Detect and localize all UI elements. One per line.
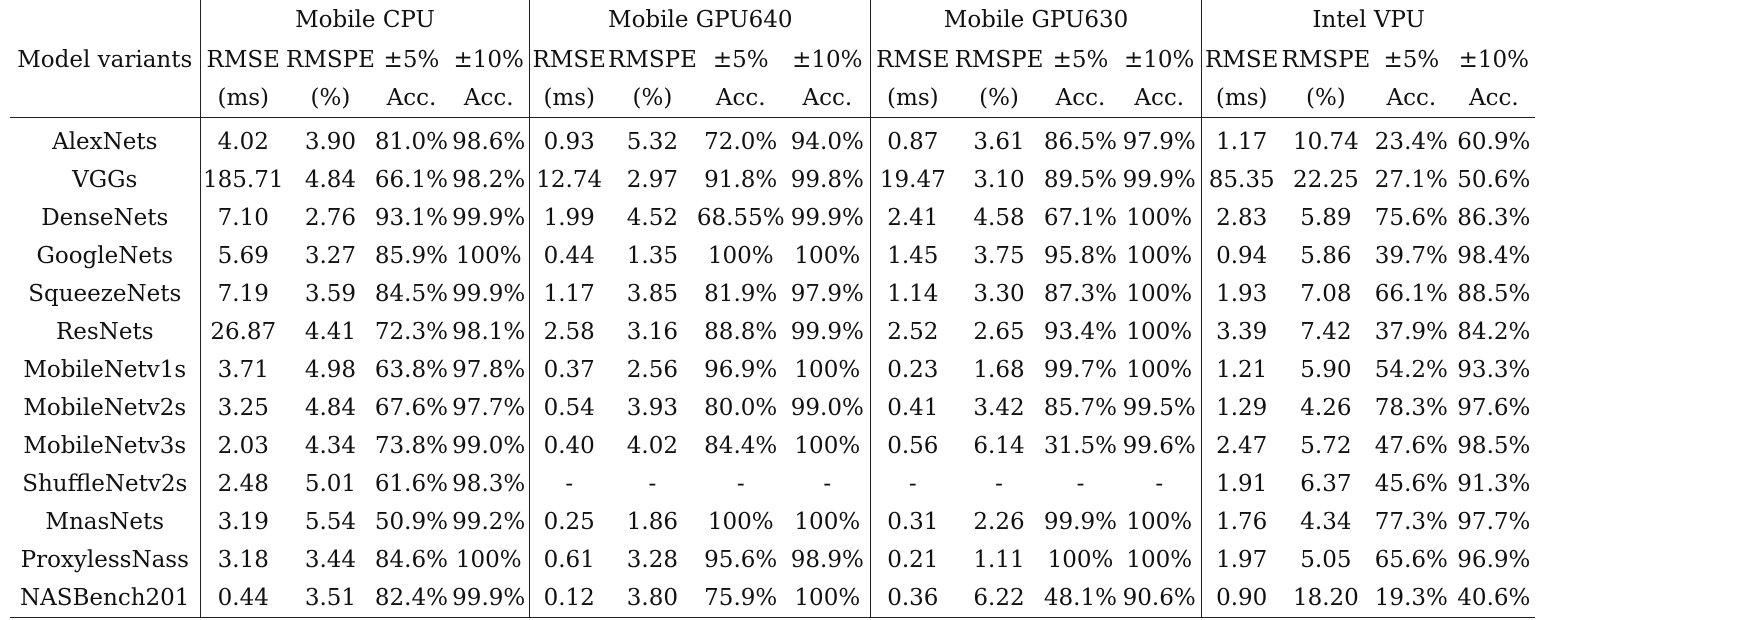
value-cell: 5.86 bbox=[1300, 242, 1352, 269]
value-cell: - bbox=[785, 465, 871, 503]
value-cell: 4.02 bbox=[626, 432, 679, 459]
value-cell: 100% bbox=[448, 237, 530, 275]
value-cell: 100% bbox=[785, 579, 871, 618]
model-name-cell: VGGs bbox=[10, 161, 200, 199]
group-header-mobile-cpu: Mobile CPU bbox=[200, 0, 530, 41]
metric-label-line2: Acc. bbox=[785, 79, 871, 118]
table-row bbox=[10, 579, 1535, 618]
model-name-cell: AlexNets bbox=[10, 118, 200, 162]
value-cell: 0.44 bbox=[200, 579, 286, 618]
value-cell: 1.11 bbox=[973, 546, 1025, 573]
table-row bbox=[10, 503, 1535, 541]
model-name-cell: MobileNetv1s bbox=[10, 351, 200, 389]
metric-label-line1: RMSE bbox=[876, 46, 950, 73]
value-cell: 95.6% bbox=[704, 546, 778, 573]
value-cell: 1.17 bbox=[543, 280, 595, 307]
value-cell: 3.85 bbox=[626, 280, 679, 307]
value-cell: 88.5% bbox=[1457, 280, 1531, 307]
value-cell: 5.54 bbox=[304, 508, 357, 535]
table-row bbox=[10, 118, 1535, 162]
value-cell: 93.4% bbox=[1043, 318, 1117, 345]
value-cell: 4.34 bbox=[1300, 508, 1352, 535]
value-cell: 2.41 bbox=[887, 204, 939, 231]
value-cell: 100% bbox=[785, 427, 871, 465]
value-cell: 66.1% bbox=[1374, 280, 1448, 307]
value-cell: 100% bbox=[785, 503, 871, 541]
value-cell: 100% bbox=[448, 541, 530, 579]
value-cell: 5.72 bbox=[1300, 432, 1352, 459]
value-cell: 0.25 bbox=[543, 508, 595, 535]
value-cell: 2.97 bbox=[626, 166, 679, 193]
table-row bbox=[10, 313, 1535, 351]
value-cell: 5.90 bbox=[1300, 356, 1352, 383]
value-cell: 3.25 bbox=[217, 394, 269, 421]
table-row bbox=[10, 275, 1535, 313]
metric-label-line2: (ms) bbox=[871, 79, 955, 118]
value-cell: 4.41 bbox=[304, 318, 357, 345]
value-cell: 85.7% bbox=[1043, 394, 1117, 421]
value-cell: 6.22 bbox=[955, 579, 1044, 618]
value-cell: 97.7% bbox=[448, 389, 530, 427]
value-cell: 3.59 bbox=[304, 280, 357, 307]
value-cell: 85.35 bbox=[1208, 166, 1275, 193]
value-cell: 2.26 bbox=[973, 508, 1025, 535]
value-cell: 5.01 bbox=[304, 470, 357, 497]
value-cell: 3.19 bbox=[217, 508, 269, 535]
model-name-cell: ProxylessNass bbox=[10, 541, 200, 579]
value-cell: 23.4% bbox=[1374, 128, 1448, 155]
value-cell: 1.91 bbox=[1216, 470, 1268, 497]
metric-label-line1: ±5% bbox=[1383, 46, 1440, 73]
value-cell: 0.23 bbox=[887, 356, 939, 383]
value-cell: 2.58 bbox=[543, 318, 595, 345]
value-cell: 1.86 bbox=[626, 508, 679, 535]
value-cell: 3.10 bbox=[973, 166, 1025, 193]
value-cell: 0.41 bbox=[887, 394, 939, 421]
value-cell: 97.9% bbox=[785, 275, 871, 313]
value-cell: 98.3% bbox=[448, 465, 530, 503]
value-cell: 48.1% bbox=[1043, 579, 1117, 618]
value-cell: 99.9% bbox=[448, 199, 530, 237]
table-body bbox=[10, 118, 1535, 618]
value-cell: 3.42 bbox=[973, 394, 1025, 421]
value-cell: 22.25 bbox=[1292, 166, 1359, 193]
metric-label-line1: RMSPE bbox=[607, 46, 697, 73]
value-cell: 98.6% bbox=[448, 118, 530, 162]
metric-header-row-2 bbox=[10, 79, 1535, 118]
value-cell: 99.9% bbox=[785, 199, 871, 237]
value-cell: 5.89 bbox=[1300, 204, 1352, 231]
metric-label-line1: RMSE bbox=[532, 46, 606, 73]
value-cell: 100% bbox=[1117, 313, 1201, 351]
table-row bbox=[10, 199, 1535, 237]
value-cell: 99.0% bbox=[448, 427, 530, 465]
value-cell: 1.97 bbox=[1216, 546, 1268, 573]
value-cell: 3.80 bbox=[608, 579, 697, 618]
value-cell: 3.18 bbox=[217, 546, 269, 573]
metric-label-line1: RMSPE bbox=[1281, 46, 1371, 73]
value-cell: 99.6% bbox=[1117, 427, 1201, 465]
value-cell: 0.36 bbox=[871, 579, 955, 618]
value-cell: 50.6% bbox=[1457, 166, 1531, 193]
value-cell: 98.2% bbox=[448, 161, 530, 199]
value-cell: 54.2% bbox=[1374, 356, 1448, 383]
value-cell: 3.75 bbox=[973, 242, 1025, 269]
metric-label-line1: ±5% bbox=[1052, 46, 1109, 73]
metric-label-line2: (%) bbox=[608, 79, 697, 118]
metric-label-line2: Acc. bbox=[1452, 79, 1535, 118]
value-cell: 1.45 bbox=[887, 242, 939, 269]
value-cell: 96.9% bbox=[1457, 546, 1531, 573]
metric-label-line2: Acc. bbox=[1117, 79, 1201, 118]
value-cell: 88.8% bbox=[704, 318, 778, 345]
metric-label-line1: ±10% bbox=[785, 41, 871, 79]
value-cell: 45.6% bbox=[1374, 470, 1448, 497]
value-cell: - bbox=[1117, 465, 1201, 503]
value-cell: 3.44 bbox=[304, 546, 357, 573]
metric-label-line2: Acc. bbox=[1370, 79, 1452, 118]
model-name-cell: GoogleNets bbox=[10, 237, 200, 275]
value-cell: - bbox=[565, 470, 574, 497]
value-cell: 4.98 bbox=[304, 356, 357, 383]
value-cell: 3.27 bbox=[304, 242, 357, 269]
value-cell: 77.3% bbox=[1374, 508, 1448, 535]
value-cell: 1.93 bbox=[1216, 280, 1268, 307]
value-cell: 1.35 bbox=[626, 242, 679, 269]
value-cell: 61.6% bbox=[374, 470, 448, 497]
value-cell: 19.3% bbox=[1370, 579, 1452, 618]
value-cell: 0.61 bbox=[543, 546, 595, 573]
value-cell: - bbox=[908, 470, 917, 497]
value-cell: 185.71 bbox=[203, 166, 284, 193]
value-cell: 31.5% bbox=[1043, 432, 1117, 459]
value-cell: 100% bbox=[1117, 503, 1201, 541]
value-cell: 6.14 bbox=[973, 432, 1025, 459]
metric-label-line2: (%) bbox=[286, 79, 375, 118]
value-cell: 66.1% bbox=[374, 166, 448, 193]
value-cell: 2.03 bbox=[217, 432, 269, 459]
model-name-cell: SqueezeNets bbox=[10, 275, 200, 313]
value-cell: 100% bbox=[1117, 275, 1201, 313]
header-corner bbox=[10, 0, 200, 41]
value-cell: 63.8% bbox=[374, 356, 448, 383]
value-cell: 3.90 bbox=[304, 128, 357, 155]
value-cell: 99.2% bbox=[448, 503, 530, 541]
value-cell: 93.3% bbox=[1457, 356, 1531, 383]
value-cell: 80.0% bbox=[704, 394, 778, 421]
table-row bbox=[10, 427, 1535, 465]
value-cell: 65.6% bbox=[1374, 546, 1448, 573]
value-cell: - bbox=[736, 470, 745, 497]
value-cell: 4.84 bbox=[304, 394, 357, 421]
value-cell: 100% bbox=[785, 351, 871, 389]
value-cell: 2.47 bbox=[1216, 432, 1268, 459]
metric-label-line1: ±10% bbox=[448, 41, 530, 79]
value-cell: 94.0% bbox=[785, 118, 871, 162]
value-cell: 72.3% bbox=[374, 318, 448, 345]
value-cell: 99.8% bbox=[785, 161, 871, 199]
value-cell: 2.48 bbox=[217, 470, 269, 497]
results-table bbox=[10, 0, 1535, 618]
value-cell: 39.7% bbox=[1374, 242, 1448, 269]
value-cell: 7.42 bbox=[1300, 318, 1352, 345]
value-cell: 2.76 bbox=[304, 204, 357, 231]
value-cell: 0.93 bbox=[543, 128, 595, 155]
value-cell: 75.6% bbox=[1374, 204, 1448, 231]
value-cell: 89.5% bbox=[1043, 166, 1117, 193]
value-cell: 100% bbox=[707, 508, 774, 535]
value-cell: 91.3% bbox=[1457, 470, 1531, 497]
value-cell: 4.26 bbox=[1300, 394, 1352, 421]
value-cell: 68.55% bbox=[696, 204, 785, 231]
value-cell: 26.87 bbox=[210, 318, 277, 345]
metric-label-line1: RMSE bbox=[206, 46, 280, 73]
value-cell: 2.56 bbox=[626, 356, 679, 383]
value-cell: 72.0% bbox=[704, 128, 778, 155]
value-cell: 2.83 bbox=[1216, 204, 1268, 231]
value-cell: - bbox=[648, 470, 657, 497]
value-cell: 82.4% bbox=[375, 579, 448, 618]
value-cell: 4.84 bbox=[304, 166, 357, 193]
value-cell: 1.21 bbox=[1216, 356, 1268, 383]
table-row bbox=[10, 161, 1535, 199]
value-cell: 86.5% bbox=[1043, 128, 1117, 155]
value-cell: 6.37 bbox=[1300, 470, 1352, 497]
metric-label-line1: RMSPE bbox=[286, 46, 375, 73]
metric-header-row-1 bbox=[10, 41, 1535, 79]
value-cell: 60.9% bbox=[1457, 128, 1531, 155]
metric-label-line2: (%) bbox=[955, 79, 1044, 118]
value-cell: 3.93 bbox=[626, 394, 679, 421]
value-cell: 97.9% bbox=[1117, 118, 1201, 162]
value-cell: 67.1% bbox=[1043, 204, 1117, 231]
value-cell: 10.74 bbox=[1292, 128, 1359, 155]
table-row bbox=[10, 541, 1535, 579]
value-cell: 97.6% bbox=[1457, 394, 1531, 421]
model-name-cell: MobileNetv3s bbox=[10, 427, 200, 465]
value-cell: 0.56 bbox=[887, 432, 939, 459]
value-cell: 100% bbox=[1117, 541, 1201, 579]
value-cell: 97.8% bbox=[448, 351, 530, 389]
value-cell: 3.61 bbox=[973, 128, 1025, 155]
value-cell: 99.7% bbox=[1043, 356, 1117, 383]
value-cell: 7.08 bbox=[1300, 280, 1352, 307]
row-header-label: Model variants bbox=[10, 41, 200, 79]
value-cell: 99.0% bbox=[785, 389, 871, 427]
value-cell: 27.1% bbox=[1374, 166, 1448, 193]
value-cell: - bbox=[995, 470, 1003, 497]
value-cell: 1.17 bbox=[1216, 128, 1268, 155]
metric-label-line1: ±5% bbox=[712, 46, 769, 73]
value-cell: 3.30 bbox=[973, 280, 1025, 307]
value-cell: 96.9% bbox=[704, 356, 778, 383]
value-cell: 75.9% bbox=[697, 579, 785, 618]
value-cell: 78.3% bbox=[1374, 394, 1448, 421]
value-cell: 1.68 bbox=[973, 356, 1025, 383]
value-cell: 2.65 bbox=[973, 318, 1025, 345]
value-cell: 99.9% bbox=[448, 275, 530, 313]
model-name-cell: ShuffleNetv2s bbox=[10, 465, 200, 503]
value-cell: 1.99 bbox=[543, 204, 595, 231]
value-cell: 1.29 bbox=[1216, 394, 1268, 421]
group-header-mobile-gpu630: Mobile GPU630 bbox=[871, 0, 1202, 41]
value-cell: 99.9% bbox=[785, 313, 871, 351]
value-cell: 98.9% bbox=[785, 541, 871, 579]
value-cell: 97.7% bbox=[1457, 508, 1531, 535]
value-cell: 84.4% bbox=[704, 432, 778, 459]
metric-label-line2: Acc. bbox=[697, 79, 785, 118]
table-row bbox=[10, 389, 1535, 427]
value-cell: 100% bbox=[1117, 351, 1201, 389]
value-cell: 1.76 bbox=[1216, 508, 1268, 535]
value-cell: 0.90 bbox=[1201, 579, 1281, 618]
value-cell: 19.47 bbox=[879, 166, 946, 193]
value-cell: 0.44 bbox=[543, 242, 595, 269]
metric-label-line2: (%) bbox=[1281, 79, 1370, 118]
table-row bbox=[10, 351, 1535, 389]
value-cell: 4.02 bbox=[217, 128, 269, 155]
model-name-cell: MobileNetv2s bbox=[10, 389, 200, 427]
metric-label-line1: RMSPE bbox=[954, 46, 1044, 73]
value-cell: 93.1% bbox=[374, 204, 448, 231]
value-cell: - bbox=[1076, 470, 1085, 497]
value-cell: 47.6% bbox=[1374, 432, 1448, 459]
header-spacer bbox=[10, 79, 200, 118]
value-cell: 1.14 bbox=[887, 280, 939, 307]
metric-label-line1: ±5% bbox=[383, 46, 440, 73]
value-cell: 5.32 bbox=[626, 128, 679, 155]
metric-label-line1: RMSE bbox=[1204, 46, 1279, 73]
value-cell: 4.58 bbox=[973, 204, 1025, 231]
value-cell: 87.3% bbox=[1043, 280, 1117, 307]
value-cell: 95.8% bbox=[1043, 242, 1117, 269]
group-header-mobile-gpu640: Mobile GPU640 bbox=[530, 0, 871, 41]
value-cell: 81.0% bbox=[374, 128, 448, 155]
group-header-row bbox=[10, 0, 1535, 41]
value-cell: 84.2% bbox=[1457, 318, 1531, 345]
value-cell: 37.9% bbox=[1374, 318, 1448, 345]
value-cell: 18.20 bbox=[1281, 579, 1370, 618]
value-cell: 3.39 bbox=[1216, 318, 1268, 345]
value-cell: 98.4% bbox=[1457, 242, 1531, 269]
metric-label-line2: Acc. bbox=[448, 79, 530, 118]
value-cell: 12.74 bbox=[536, 166, 603, 193]
value-cell: 0.87 bbox=[887, 128, 939, 155]
value-cell: 91.8% bbox=[704, 166, 778, 193]
value-cell: 81.9% bbox=[704, 280, 778, 307]
value-cell: 73.8% bbox=[374, 432, 448, 459]
value-cell: 99.9% bbox=[448, 579, 530, 618]
value-cell: 100% bbox=[1047, 546, 1114, 573]
table-row bbox=[10, 465, 1535, 503]
model-name-cell: MnasNets bbox=[10, 503, 200, 541]
value-cell: 4.34 bbox=[304, 432, 357, 459]
model-name-cell: DenseNets bbox=[10, 199, 200, 237]
value-cell: 90.6% bbox=[1117, 579, 1201, 618]
value-cell: 3.16 bbox=[626, 318, 679, 345]
value-cell: 99.9% bbox=[1043, 508, 1117, 535]
group-header-intel-vpu: Intel VPU bbox=[1312, 7, 1425, 33]
value-cell: 3.51 bbox=[286, 579, 375, 618]
value-cell: 0.94 bbox=[1216, 242, 1268, 269]
metric-label-line2: (ms) bbox=[530, 79, 608, 118]
metric-label-line2: (ms) bbox=[1201, 79, 1281, 118]
metric-label-line1: ±10% bbox=[1117, 41, 1201, 79]
value-cell: 0.21 bbox=[887, 546, 939, 573]
value-cell: 5.05 bbox=[1300, 546, 1352, 573]
value-cell: 85.9% bbox=[374, 242, 448, 269]
value-cell: 40.6% bbox=[1452, 579, 1535, 618]
model-name-cell: ResNets bbox=[10, 313, 200, 351]
value-cell: 98.1% bbox=[448, 313, 530, 351]
value-cell: 84.5% bbox=[374, 280, 448, 307]
metric-label-line1: ±10% bbox=[1458, 46, 1530, 73]
value-cell: 100% bbox=[707, 242, 774, 269]
value-cell: 50.9% bbox=[374, 508, 448, 535]
metric-label-line2: Acc. bbox=[1043, 79, 1117, 118]
value-cell: 0.31 bbox=[887, 508, 939, 535]
metric-label-line2: (ms) bbox=[200, 79, 286, 118]
value-cell: 86.3% bbox=[1457, 204, 1531, 231]
value-cell: 4.52 bbox=[626, 204, 679, 231]
value-cell: 7.10 bbox=[217, 204, 269, 231]
value-cell: 0.37 bbox=[543, 356, 595, 383]
value-cell: 98.5% bbox=[1457, 432, 1531, 459]
value-cell: 100% bbox=[1117, 237, 1201, 275]
value-cell: 99.5% bbox=[1117, 389, 1201, 427]
value-cell: 3.71 bbox=[217, 356, 269, 383]
value-cell: 2.52 bbox=[887, 318, 939, 345]
value-cell: 7.19 bbox=[217, 280, 269, 307]
value-cell: 0.12 bbox=[530, 579, 608, 618]
value-cell: 5.69 bbox=[217, 242, 269, 269]
value-cell: 0.40 bbox=[543, 432, 595, 459]
model-name-cell: NASBench201 bbox=[10, 579, 200, 618]
table-row bbox=[10, 237, 1535, 275]
value-cell: 0.54 bbox=[543, 394, 595, 421]
value-cell: 3.28 bbox=[626, 546, 679, 573]
value-cell: 84.6% bbox=[374, 546, 448, 573]
value-cell: 100% bbox=[785, 237, 871, 275]
value-cell: 67.6% bbox=[374, 394, 448, 421]
metric-label-line2: Acc. bbox=[375, 79, 448, 118]
value-cell: 100% bbox=[1117, 199, 1201, 237]
value-cell: 99.9% bbox=[1117, 161, 1201, 199]
